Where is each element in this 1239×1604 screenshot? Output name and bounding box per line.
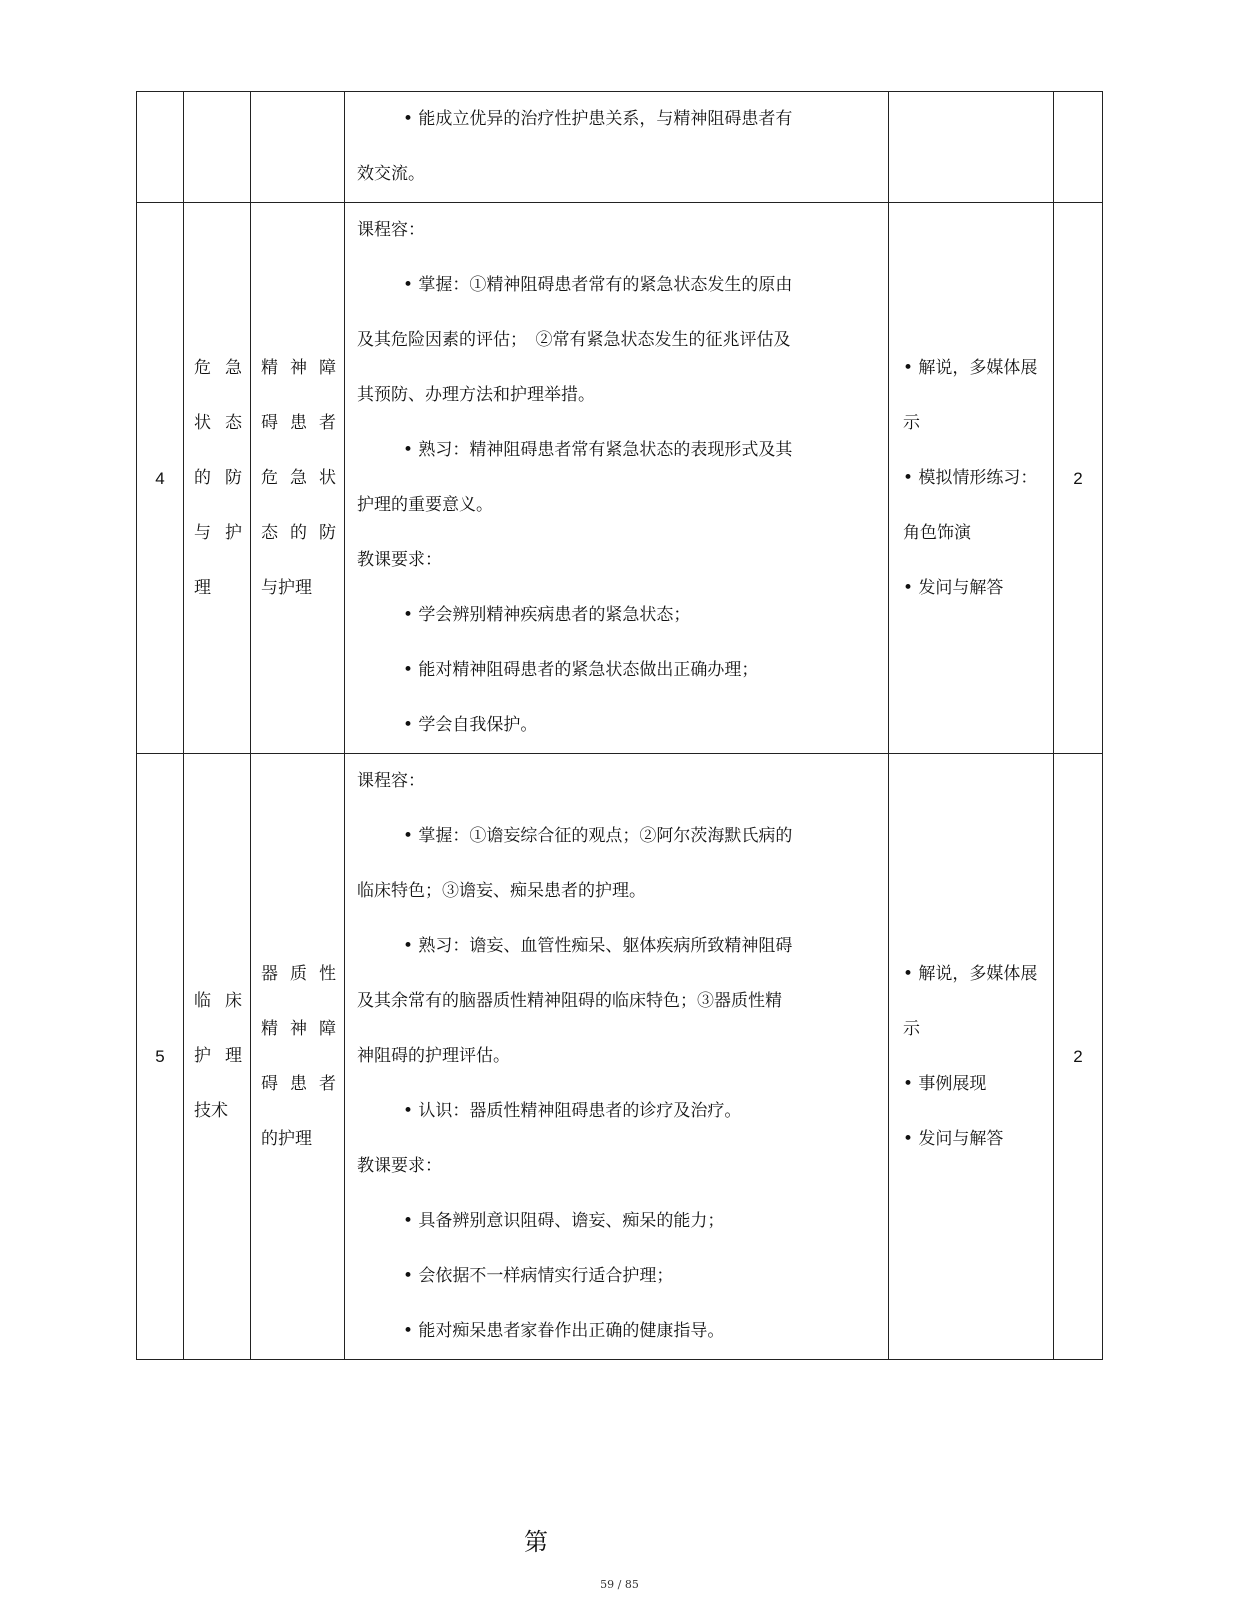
chapter-line: 危 急 [194,357,242,378]
topic-line: 碍 患 者 [261,412,336,433]
content-cell [345,92,889,203]
chapter-line: 临 床 [194,991,242,1011]
chapter-line: 的 防 [194,467,242,488]
content-line: • 熟习：精神阻碍患者常有紧急状态的表现形式及其 [403,440,793,460]
content-line: • 具备辨别意识阻碍、谵妄、痴呆的能力； [403,1211,725,1231]
chapter-line: 状 态 [194,412,242,433]
topic-line: 的护理 [261,1128,312,1149]
content-line: • 学会辨别精神疾病患者的紧急状态； [403,605,691,625]
content-line: • 掌握：①精神阻碍患者常有的紧急状态发生的原由 [403,275,793,295]
table-row [137,92,1103,203]
methods-cell [889,203,1054,754]
chapter-line: 技术 [194,1101,228,1121]
topic-line: 精 神 障 [261,1018,336,1039]
topic-line: 碍 患 者 [261,1073,336,1094]
hours-cell: 2 [1054,754,1103,1360]
content-line: 及其余常有的脑器质性精神阻碍的临床特色；③器质性精 [357,991,782,1011]
curriculum-table [136,91,1103,1360]
topic-cell [251,203,345,754]
method-line: 示 [903,412,920,433]
content-line: • 熟习：谵妄、血管性痴呆、躯体疾病所致精神阻碍 [403,936,793,956]
topic-line: 态 的 防 [261,522,336,543]
content-line: • 能对痴呆患者家眷作出正确的健康指导。 [403,1321,725,1341]
method-line: • 模拟情形练习： [903,467,1038,488]
row-number [137,92,184,203]
content-line: • 能成立优异的治疗性护患关系，与精神阻碍患者有 [403,109,793,129]
content-line: 及其危险因素的评估； ②常有紧急状态发生的征兆评估及 [357,330,791,350]
table-row [137,754,1103,1360]
topic-cell [251,92,345,203]
methods-cell [889,92,1054,203]
chapter-line: 与 护 [194,522,242,543]
footer-text: 第 [524,1528,548,1556]
chapter-line: 护 理 [194,1046,242,1066]
topic-line: 器 质 性 [261,963,336,984]
content-line: • 会依据不一样病情实行适合护理； [403,1266,674,1286]
content-line: 其预防、办理方法和护理举措。 [357,385,595,405]
methods-cell [889,754,1054,1360]
method-line: 角色饰演 [903,522,971,543]
content-line: • 掌握：①谵妄综合征的观点；②阿尔茨海默氏病的 [403,826,793,846]
hours-cell [1054,92,1103,203]
method-line: 示 [903,1018,920,1039]
content-line: 临床特色；③谵妄、痴呆患者的护理。 [357,881,646,901]
method-line: • 发问与解答 [903,1128,1004,1149]
content-line: • 能对精神阻碍患者的紧急状态做出正确办理； [403,660,759,680]
content-line: 效交流。 [357,164,425,184]
hours-cell: 2 [1054,203,1103,754]
chapter-line: 理 [194,577,211,598]
method-line: • 解说，多媒体展 [903,357,1038,378]
method-line: • 解说，多媒体展 [903,963,1038,984]
topic-line: 与护理 [261,577,312,598]
content-heading: 教课要求： [357,550,442,570]
content-cell [345,203,889,754]
table-row [137,203,1103,754]
content-line: • 认识：器质性精神阻碍患者的诊疗及治疗。 [403,1101,742,1121]
page-number: 59 / 85 [600,1578,639,1591]
content-heading: 课程容： [357,220,425,240]
chapter-cell [184,203,251,754]
content-line: 护理的重要意义。 [357,495,493,515]
topic-line: 精 神 障 [261,357,336,378]
method-line: • 事例展现 [903,1073,987,1094]
content-line: • 学会自我保护。 [403,715,538,735]
content-cell [345,754,889,1360]
chapter-cell [184,92,251,203]
method-line: • 发问与解答 [903,577,1004,598]
topic-line: 危 急 状 [261,467,336,488]
chapter-cell [184,754,251,1360]
row-number: 4 [137,203,184,754]
content-line: 神阻碍的护理评估。 [357,1046,510,1066]
row-number: 5 [137,754,184,1360]
content-heading: 教课要求： [357,1156,442,1176]
topic-cell [251,754,345,1360]
content-heading: 课程容： [357,771,425,791]
